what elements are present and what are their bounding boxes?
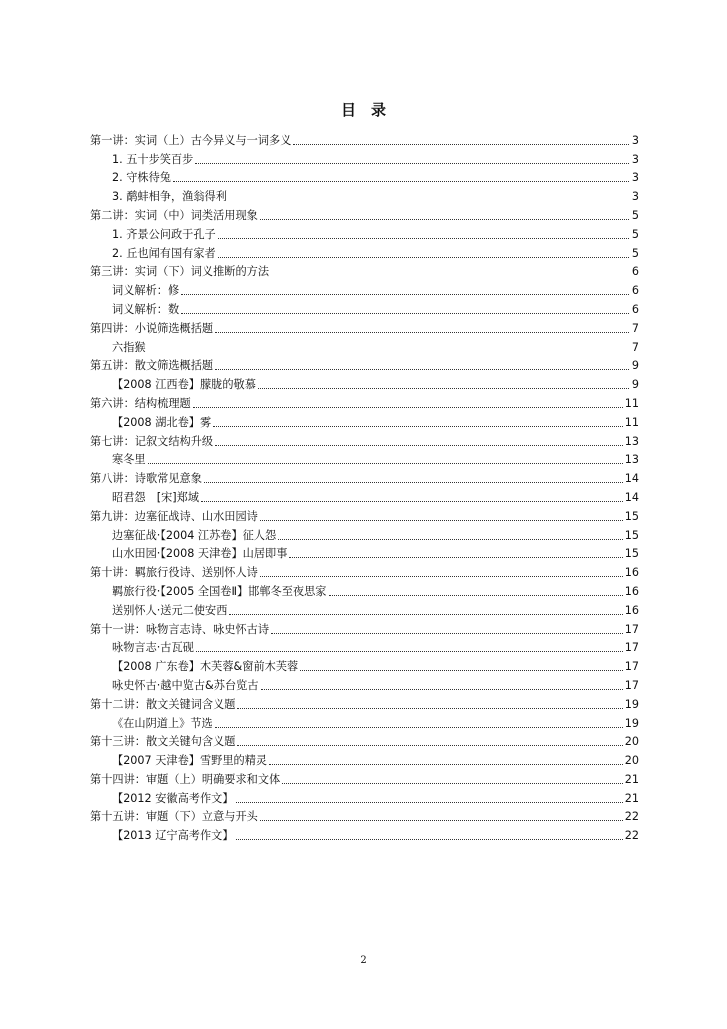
toc-entry-page: 17 bbox=[624, 641, 639, 655]
dot-leader bbox=[215, 727, 623, 728]
toc-entry-page: 15 bbox=[624, 528, 639, 542]
toc-entry-label: 第八讲：诗歌常见意象 bbox=[90, 472, 202, 486]
toc-entry-page: 3 bbox=[631, 152, 639, 166]
toc-chapter-entry[interactable] bbox=[90, 430, 639, 449]
toc-entry-page: 5 bbox=[631, 227, 639, 241]
toc-section-entry[interactable] bbox=[90, 279, 639, 298]
toc-entry-label: 词义解析：修 bbox=[112, 284, 180, 298]
dot-leader bbox=[215, 332, 629, 333]
toc-section-entry[interactable] bbox=[90, 148, 639, 167]
toc-entry-label: 送别怀人·送元二使安西 bbox=[112, 603, 228, 617]
toc-entry-label: 第三讲：实词（下）词义推断的方法 bbox=[90, 265, 270, 279]
toc-entry-label: 第二讲：实词（中）词类活用现象 bbox=[90, 208, 258, 222]
toc-entry-label: 第一讲：实词（上）古今异义与一词多义 bbox=[90, 133, 292, 147]
toc-section-entry[interactable] bbox=[90, 223, 639, 242]
toc-section-entry[interactable] bbox=[90, 242, 639, 261]
toc-entry-page: 11 bbox=[624, 415, 639, 429]
toc-section-entry[interactable] bbox=[90, 336, 639, 355]
dot-leader bbox=[261, 689, 623, 690]
toc-entry-page: 7 bbox=[631, 321, 639, 335]
dot-leader bbox=[260, 820, 623, 821]
toc-entry-page: 6 bbox=[631, 284, 639, 298]
toc-chapter-entry[interactable] bbox=[90, 129, 639, 148]
toc-entry-page: 7 bbox=[631, 340, 639, 354]
dot-leader bbox=[195, 163, 629, 164]
toc-chapter-entry[interactable] bbox=[90, 317, 639, 336]
toc-entry-label: 词义解析：数 bbox=[112, 302, 180, 316]
toc-entry-page: 20 bbox=[624, 754, 639, 768]
toc-entry-label: 【2013 辽宁高考作文】 bbox=[112, 829, 234, 843]
toc-entry-page: 3 bbox=[631, 133, 639, 147]
toc-entry-label: 山水田园·【2008 天津卷】山居即事 bbox=[112, 547, 288, 561]
toc-entry-label: 1. 五十步笑百步 bbox=[112, 152, 194, 166]
dot-leader bbox=[181, 313, 629, 314]
dot-leader bbox=[278, 539, 623, 540]
toc-entry-page: 14 bbox=[624, 472, 639, 486]
toc-section-entry[interactable] bbox=[90, 712, 639, 731]
toc-section-entry[interactable] bbox=[90, 599, 639, 618]
toc-entry-page: 16 bbox=[624, 603, 639, 617]
dot-leader bbox=[236, 839, 623, 840]
toc-entry-page: 9 bbox=[631, 359, 639, 373]
dot-leader bbox=[213, 426, 623, 427]
toc-entry-page: 3 bbox=[631, 190, 639, 204]
toc-entry-page: 3 bbox=[631, 171, 639, 185]
toc-entry-label: 第九讲：边塞征战诗、山水田园诗 bbox=[90, 509, 258, 523]
dot-leader bbox=[289, 557, 622, 558]
dot-leader bbox=[196, 651, 623, 652]
toc-entry-page: 17 bbox=[624, 660, 639, 674]
toc-entry-page: 16 bbox=[624, 584, 639, 598]
toc-section-entry[interactable] bbox=[90, 167, 639, 186]
toc-chapter-entry[interactable] bbox=[90, 693, 639, 712]
toc-title: 目 录 bbox=[340, 101, 386, 119]
dot-leader bbox=[300, 670, 623, 671]
toc-entry-label: 3. 鹬蚌相争，渔翁得利 bbox=[112, 190, 227, 204]
dot-leader bbox=[260, 520, 623, 521]
toc-entry-label: 1. 齐景公问政于孔子 bbox=[112, 227, 216, 241]
toc-entry-label: 第十五讲：审题（下）立意与开头 bbox=[90, 810, 258, 824]
toc-entry-page: 14 bbox=[624, 490, 639, 504]
toc-section-entry[interactable] bbox=[90, 787, 639, 806]
toc-section-entry[interactable] bbox=[90, 185, 639, 204]
toc-section-entry[interactable] bbox=[90, 637, 639, 656]
toc-entry-page: 15 bbox=[624, 547, 639, 561]
toc-section-entry[interactable] bbox=[90, 543, 639, 562]
toc-entry-page: 15 bbox=[624, 509, 639, 523]
toc-chapter-entry[interactable] bbox=[90, 355, 639, 374]
toc-entry-label: 《在山阴道上》节选 bbox=[112, 716, 213, 730]
toc-entry-page: 11 bbox=[624, 396, 639, 410]
toc-entry-page: 22 bbox=[624, 829, 639, 843]
toc-entry-label: 第七讲：记叙文结构升级 bbox=[90, 434, 214, 448]
toc-entry-label: 第四讲：小说筛选概括题 bbox=[90, 321, 214, 335]
dot-leader bbox=[201, 501, 623, 502]
toc-chapter-entry[interactable] bbox=[90, 505, 639, 524]
toc-entry-label: 第十四讲：审题（上）明确要求和文体 bbox=[90, 772, 281, 786]
toc-entry-page: 19 bbox=[624, 716, 639, 730]
toc-chapter-entry[interactable] bbox=[90, 768, 639, 787]
toc-entry-label: 2. 丘也闻有国有家者 bbox=[112, 246, 216, 260]
toc-entry-label: 【2008 广东卷】木芙蓉&窗前木芙蓉 bbox=[112, 660, 299, 674]
toc-chapter-entry[interactable] bbox=[90, 731, 639, 750]
toc-entry-label: 昭君怨 [宋]郑域 bbox=[112, 490, 200, 504]
toc-section-entry[interactable] bbox=[90, 749, 639, 768]
table-of-contents bbox=[90, 129, 639, 843]
toc-entry-page: 22 bbox=[624, 810, 639, 824]
toc-chapter-entry[interactable] bbox=[90, 806, 639, 825]
toc-entry-label: 第十三讲：散文关键句含义题 bbox=[90, 735, 236, 749]
toc-chapter-entry[interactable] bbox=[90, 618, 639, 637]
toc-entry-label: 第五讲：散文筛选概括题 bbox=[90, 359, 214, 373]
toc-chapter-entry[interactable] bbox=[90, 261, 639, 280]
toc-entry-label: 羁旅行役·【2005 全国卷Ⅱ】邯郸冬至夜思家 bbox=[112, 584, 327, 598]
toc-entry-page: 6 bbox=[631, 265, 639, 279]
toc-entry-label: 第六讲：结构梳理题 bbox=[90, 396, 191, 410]
dot-leader bbox=[258, 388, 629, 389]
dot-leader bbox=[218, 238, 629, 239]
toc-entry-label: 咏史怀古·越中览古&苏台览古 bbox=[112, 678, 259, 692]
toc-entry-label: 【2012 安徽高考作文】 bbox=[112, 791, 234, 805]
toc-entry-label: 【2008 湖北卷】雾 bbox=[112, 415, 212, 429]
toc-entry-label: 咏物言志·古瓦砚 bbox=[112, 641, 194, 655]
toc-entry-page: 21 bbox=[624, 791, 639, 805]
toc-entry-page: 16 bbox=[624, 566, 639, 580]
dot-leader bbox=[218, 257, 629, 258]
toc-entry-label: 第十讲：羁旅行役诗、送别怀人诗 bbox=[90, 566, 258, 580]
dot-leader bbox=[215, 445, 623, 446]
dot-leader bbox=[237, 708, 622, 709]
toc-section-entry[interactable] bbox=[90, 486, 639, 505]
dot-leader bbox=[237, 745, 622, 746]
toc-section-entry[interactable] bbox=[90, 373, 639, 392]
page-number: 2 bbox=[360, 955, 367, 966]
toc-chapter-entry[interactable] bbox=[90, 561, 639, 580]
toc-section-entry[interactable] bbox=[90, 411, 639, 430]
dot-leader bbox=[173, 181, 629, 182]
toc-section-entry[interactable] bbox=[90, 824, 639, 843]
toc-entry-page: 9 bbox=[631, 378, 639, 392]
toc-entry-label: 【2007 天津卷】雪野里的精灵 bbox=[112, 754, 268, 768]
toc-entry-page: 6 bbox=[631, 302, 639, 316]
toc-entry-page: 20 bbox=[624, 735, 639, 749]
toc-chapter-entry[interactable] bbox=[90, 204, 639, 223]
toc-entry-label: 第十一讲：咏物言志诗、咏史怀古诗 bbox=[90, 622, 270, 636]
toc-section-entry[interactable] bbox=[90, 298, 639, 317]
toc-entry-label: 寒冬里 bbox=[112, 453, 146, 467]
dot-leader bbox=[260, 219, 629, 220]
toc-entry-page: 13 bbox=[624, 434, 639, 448]
dot-leader bbox=[293, 144, 629, 145]
toc-section-entry[interactable] bbox=[90, 655, 639, 674]
dot-leader bbox=[215, 369, 629, 370]
toc-section-entry[interactable] bbox=[90, 449, 639, 468]
toc-entry-page: 17 bbox=[624, 678, 639, 692]
toc-entry-label: 边塞征战·【2004 江苏卷】征人怨 bbox=[112, 528, 277, 542]
toc-entry-page: 17 bbox=[624, 622, 639, 636]
toc-entry-label: 2. 守株待兔 bbox=[112, 171, 171, 185]
toc-entry-page: 5 bbox=[631, 246, 639, 260]
dot-leader bbox=[282, 783, 623, 784]
dot-leader bbox=[229, 614, 622, 615]
dot-leader bbox=[236, 802, 623, 803]
dot-leader bbox=[269, 764, 623, 765]
toc-section-entry[interactable] bbox=[90, 524, 639, 543]
toc-entry-label: 【2008 江西卷】朦胧的敬慕 bbox=[112, 378, 256, 392]
toc-entry-label: 第十二讲：散文关键词含义题 bbox=[90, 697, 236, 711]
dot-leader bbox=[260, 576, 623, 577]
dot-leader bbox=[193, 407, 623, 408]
toc-entry-label: 六指猴 bbox=[112, 340, 146, 354]
toc-entry-page: 21 bbox=[624, 772, 639, 786]
toc-section-entry[interactable] bbox=[90, 580, 639, 599]
toc-entry-page: 19 bbox=[624, 697, 639, 711]
dot-leader bbox=[181, 294, 629, 295]
toc-entry-page: 13 bbox=[624, 453, 639, 467]
dot-leader bbox=[148, 463, 623, 464]
dot-leader bbox=[204, 482, 623, 483]
toc-chapter-entry[interactable] bbox=[90, 467, 639, 486]
dot-leader bbox=[329, 595, 623, 596]
dot-leader bbox=[271, 633, 623, 634]
toc-section-entry[interactable] bbox=[90, 674, 639, 693]
toc-chapter-entry[interactable] bbox=[90, 392, 639, 411]
toc-entry-page: 5 bbox=[631, 208, 639, 222]
